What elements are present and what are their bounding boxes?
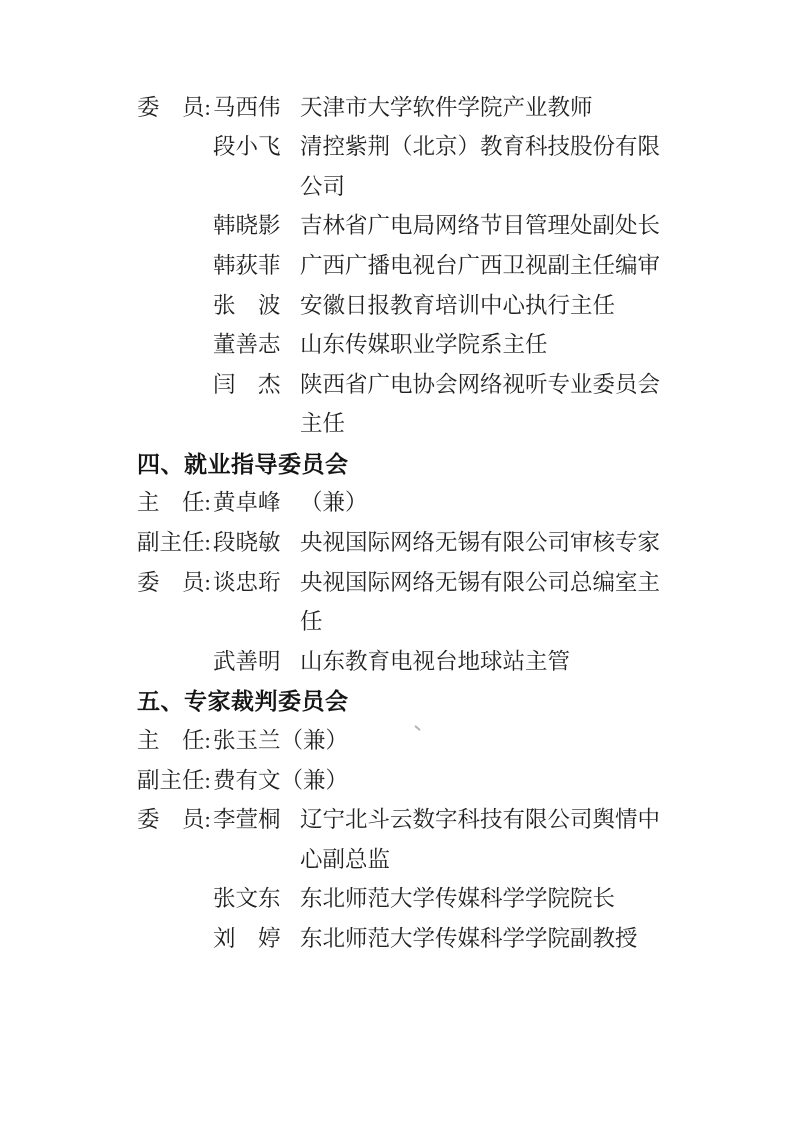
- member-name: 费有文: [213, 767, 281, 793]
- member-name: 马西伟: [213, 94, 281, 120]
- member-affiliation: 心副总监: [300, 846, 391, 872]
- section-heading-text: 五、专家裁判委员会: [137, 688, 349, 715]
- committee-row: [137, 563, 793, 603]
- committee-row: [137, 761, 793, 801]
- member-name: 刘 婷: [213, 926, 281, 952]
- member-affiliation: 东北师范大学传媒科学学院副教授: [300, 926, 638, 952]
- member-affiliation: 吉林省广电局网络节目管理处副处长: [300, 213, 661, 239]
- member-name: 张文东: [213, 886, 281, 912]
- member-name: 李萱桐: [213, 807, 281, 833]
- member-affiliation: 主任: [300, 411, 346, 437]
- committee-row: [137, 484, 793, 524]
- role-label: 主 任:: [137, 728, 211, 754]
- committee-row: [137, 919, 793, 959]
- committee-row: [137, 365, 793, 405]
- role-label: 委 员:: [137, 94, 211, 120]
- member-name: 韩晓影: [213, 213, 281, 239]
- committee-row: [137, 880, 793, 920]
- member-name: 韩荻菲: [213, 252, 281, 278]
- member-name: 段小飞: [213, 134, 281, 160]
- continuation-line: [137, 405, 793, 445]
- role-label: 副主任:: [137, 767, 211, 793]
- committee-row: [137, 801, 793, 841]
- committee-row: [137, 88, 793, 128]
- member-affiliation: 任: [300, 609, 323, 635]
- committee-row: [137, 722, 793, 762]
- member-affiliation: （兼）: [300, 490, 368, 516]
- document-body: [137, 88, 793, 959]
- member-affiliation: 陕西省广电协会网络视听专业委员会: [300, 371, 661, 397]
- role-label: 委 员:: [137, 569, 211, 595]
- member-name: 段晓敏: [213, 530, 281, 556]
- member-name: 黄卓峰: [213, 490, 281, 516]
- member-affiliation: 央视国际网络无锡有限公司总编室主: [300, 569, 661, 595]
- member-affiliation: 辽宁北斗云数字科技有限公司舆情中: [300, 807, 661, 833]
- committee-row: [137, 128, 793, 168]
- member-affiliation: 广西广播电视台广西卫视副主任编审: [300, 252, 661, 278]
- member-affiliation: 安徽日报教育培训中心执行主任: [300, 292, 616, 318]
- section-heading: [137, 682, 793, 722]
- committee-row: [137, 286, 793, 326]
- member-name: 武善明: [213, 648, 281, 674]
- section-heading-text: 四、就业指导委员会: [137, 450, 349, 477]
- member-affiliation: 公司: [300, 173, 346, 199]
- member-affiliation: （兼）: [280, 728, 349, 754]
- member-affiliation: （兼）: [280, 767, 349, 793]
- member-affiliation: 清控紫荆（北京）教育科技股份有限: [300, 134, 661, 160]
- member-affiliation: 山东传媒职业学院系主任: [300, 332, 548, 358]
- member-name: 张玉兰: [213, 728, 281, 754]
- member-affiliation: 天津市大学软件学院产业教师: [300, 94, 593, 120]
- committee-row: [137, 246, 793, 286]
- committee-row: [137, 524, 793, 564]
- role-label: 委 员:: [137, 807, 211, 833]
- continuation-line: [137, 603, 793, 643]
- committee-row: [137, 207, 793, 247]
- member-affiliation: 东北师范大学传媒科学学院院长: [300, 886, 616, 912]
- member-name: 闫 杰: [213, 371, 281, 397]
- member-name: 张 波: [213, 292, 281, 318]
- continuation-line: [137, 167, 793, 207]
- section-heading: [137, 444, 793, 484]
- continuation-line: [137, 840, 793, 880]
- committee-row: [137, 326, 793, 366]
- member-affiliation: 央视国际网络无锡有限公司审核专家: [300, 530, 661, 556]
- member-name: 谈忠珩: [213, 569, 281, 595]
- role-label: 主 任:: [137, 490, 211, 516]
- committee-row: [137, 642, 793, 682]
- member-name: 董善志: [213, 332, 281, 358]
- member-affiliation: 山东教育电视台地球站主管: [300, 648, 571, 674]
- role-label: 副主任:: [137, 530, 211, 556]
